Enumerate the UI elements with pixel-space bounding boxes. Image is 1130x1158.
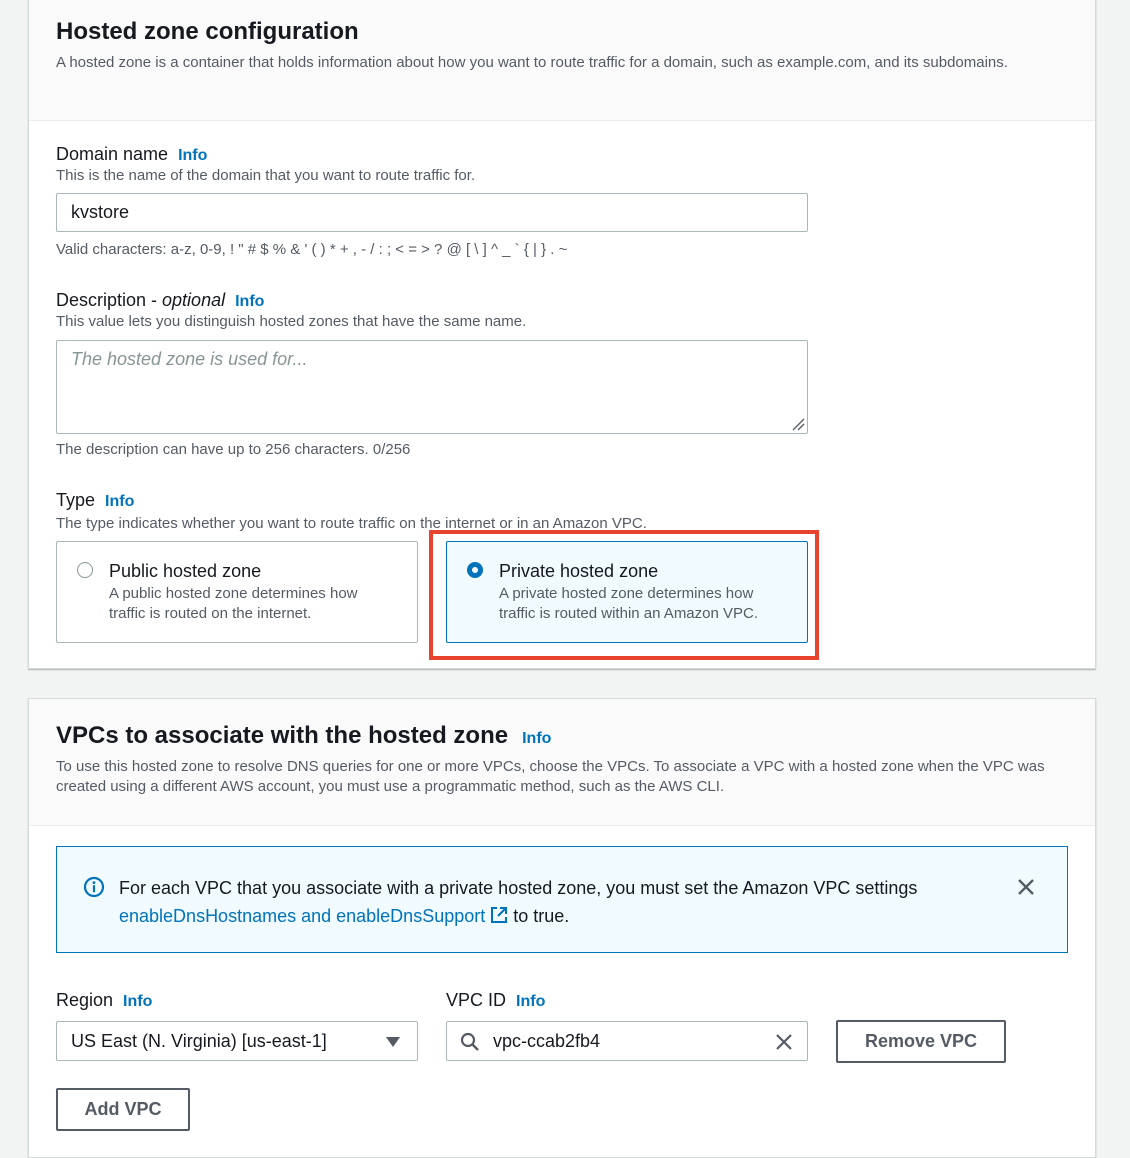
private-hosted-zone-desc-line2: traffic is routed within an Amazon VPC. (499, 605, 759, 622)
add-vpc-button[interactable]: Add VPC (56, 1088, 190, 1131)
caret-down-icon (385, 1036, 401, 1048)
region-label-row (56, 989, 152, 1013)
vpcs-description: To use this hosted zone to resolve DNS queries for one or more VPCs, choose the VPCs. To associate a VPC with a hosted zone when the VPC was created using a different AWS account, you must use a programmatic method, such as the AWS CLI. (56, 758, 1045, 795)
description-info-link[interactable]: Info (235, 293, 265, 310)
hosted-zone-config-title: Hosted zone configuration (56, 18, 359, 45)
description-hint: This value lets you distinguish hosted zones that have the same name. (56, 313, 527, 330)
alert-text-after: to true. (513, 906, 570, 926)
public-hosted-zone-radio[interactable] (77, 562, 93, 578)
vpc-id-label-row (446, 989, 545, 1013)
external-link-icon (490, 906, 508, 924)
vpcs-header (29, 699, 1095, 826)
resize-grip-icon[interactable] (791, 417, 805, 431)
region-select-value: US East (N. Virginia) [us-east-1] (71, 1030, 327, 1051)
domain-name-hint: This is the name of the domain that you want to route traffic for. (56, 167, 476, 184)
search-icon (460, 1032, 480, 1052)
description-placeholder: The hosted zone is used for... (71, 349, 308, 369)
description-textarea[interactable] (56, 340, 808, 434)
private-hosted-zone-title: Private hosted zone (499, 561, 659, 581)
info-circle-icon (83, 876, 105, 898)
clear-input-icon[interactable] (775, 1033, 793, 1051)
region-select[interactable] (56, 1021, 418, 1061)
private-hosted-zone-description (499, 584, 789, 624)
private-hosted-zone-desc-line1: A private hosted zone determines how (499, 585, 754, 602)
hosted-zone-config-header (29, 0, 1095, 121)
private-hosted-zone-radio[interactable] (467, 562, 483, 578)
description-constraint: The description can have up to 256 characters. 0/256 (56, 441, 411, 458)
domain-name-value: kvstore (71, 202, 130, 222)
domain-name-label: Domain name (56, 144, 169, 164)
hosted-zone-config-description: A hosted zone is a container that holds information about how you want to route traffic for a domain, such as example.com, and its subdomains. (56, 54, 1008, 71)
public-hosted-zone-desc-line2: traffic is routed on the internet. (109, 605, 312, 622)
vpc-id-info-link[interactable]: Info (516, 993, 546, 1010)
alert-dns-link-text: enableDnsHostnames and enableDnsSupport (119, 906, 486, 926)
type-info-link[interactable]: Info (105, 493, 135, 510)
public-hosted-zone-tile[interactable] (56, 541, 418, 643)
alert-text-before: For each VPC that you associate with a private hosted zone, you must set the Amazon VPC settings (119, 878, 918, 898)
region-info-link[interactable]: Info (123, 993, 153, 1010)
domain-name-label-row (56, 143, 207, 167)
type-hint: The type indicates whether you want to route traffic on the internet or in an Amazon VPC. (56, 515, 647, 532)
vpc-id-input[interactable] (446, 1021, 808, 1061)
public-hosted-zone-description (109, 584, 399, 624)
domain-name-info-link[interactable]: Info (178, 147, 208, 164)
description-label-row (56, 289, 264, 313)
close-icon[interactable] (1017, 878, 1035, 896)
domain-name-constraint: Valid characters: a-z, 0-9, ! " # $ % & ' ( ) * + , - / : ; < = > ? @ [ \ ] ^ _ ` { | } . ~ (56, 241, 568, 258)
remove-vpc-button[interactable]: Remove VPC (836, 1020, 1006, 1063)
alert-dns-link[interactable] (119, 906, 508, 926)
public-hosted-zone-desc-line1: A public hosted zone determines how (109, 585, 358, 602)
type-label-row (56, 489, 134, 513)
region-label: Region (56, 990, 114, 1010)
dns-settings-alert (56, 846, 1068, 953)
domain-name-input[interactable] (56, 193, 808, 232)
description-optional-label: optional (162, 290, 226, 310)
vpc-id-label: VPC ID (446, 990, 507, 1010)
description-label: Description - (56, 290, 163, 310)
type-label: Type (56, 490, 96, 510)
public-hosted-zone-title: Public hosted zone (109, 561, 262, 581)
vpcs-info-link[interactable]: Info (522, 730, 552, 747)
private-hosted-zone-tile[interactable] (446, 541, 808, 643)
vpcs-title: VPCs to associate with the hosted zone (56, 722, 509, 749)
vpc-id-value: vpc-ccab2fb4 (493, 1030, 601, 1051)
